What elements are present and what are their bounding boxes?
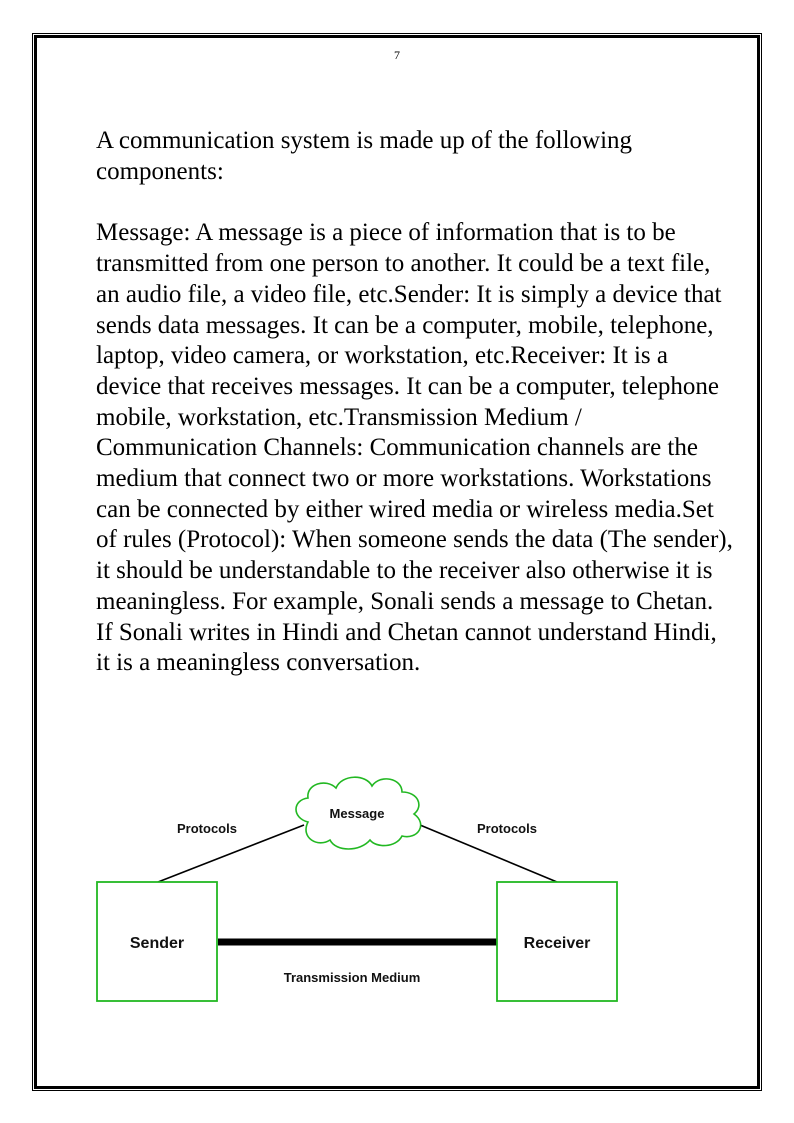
sender-label: Sender <box>129 935 185 952</box>
transmission-medium-label: Transmission Medium <box>283 970 421 985</box>
protocols-right-label: Protocols <box>477 821 537 836</box>
intro-paragraph: A communication system is made up of the following components: <box>96 127 633 185</box>
receiver-label: Receiver <box>523 935 591 952</box>
components-paragraph: Message: A message is a piece of information that is to be transmitted from one person to another. It could be a text file, an audio file, a video file, etc.Sender: It is simply a device that sends data messages. It can be a computer, mobile, telephone, laptop, video camera, or workstation, etc.Receiver: It is a device that receives messages. It can be a computer, telephone mobile, workstation, etc.Transmission Medium / Communication Channels: Communication channels are the medium that connect two or more workstations. Workstations can be connected by either wired media or wireless media.Set of rules (Protocol): When someone sends the data (The sender), it should be understandable to the receiver also otherwise it is meaningless. For example, Sonali sends a message to Chetan. If Sonali writes in Hindi and Chetan cannot understand Hindi, it is a meaningless conversation. <box>96 219 733 677</box>
message-label: Message <box>329 806 385 821</box>
page-number: 7 <box>394 48 400 62</box>
protocols-left-label: Protocols <box>177 821 237 836</box>
